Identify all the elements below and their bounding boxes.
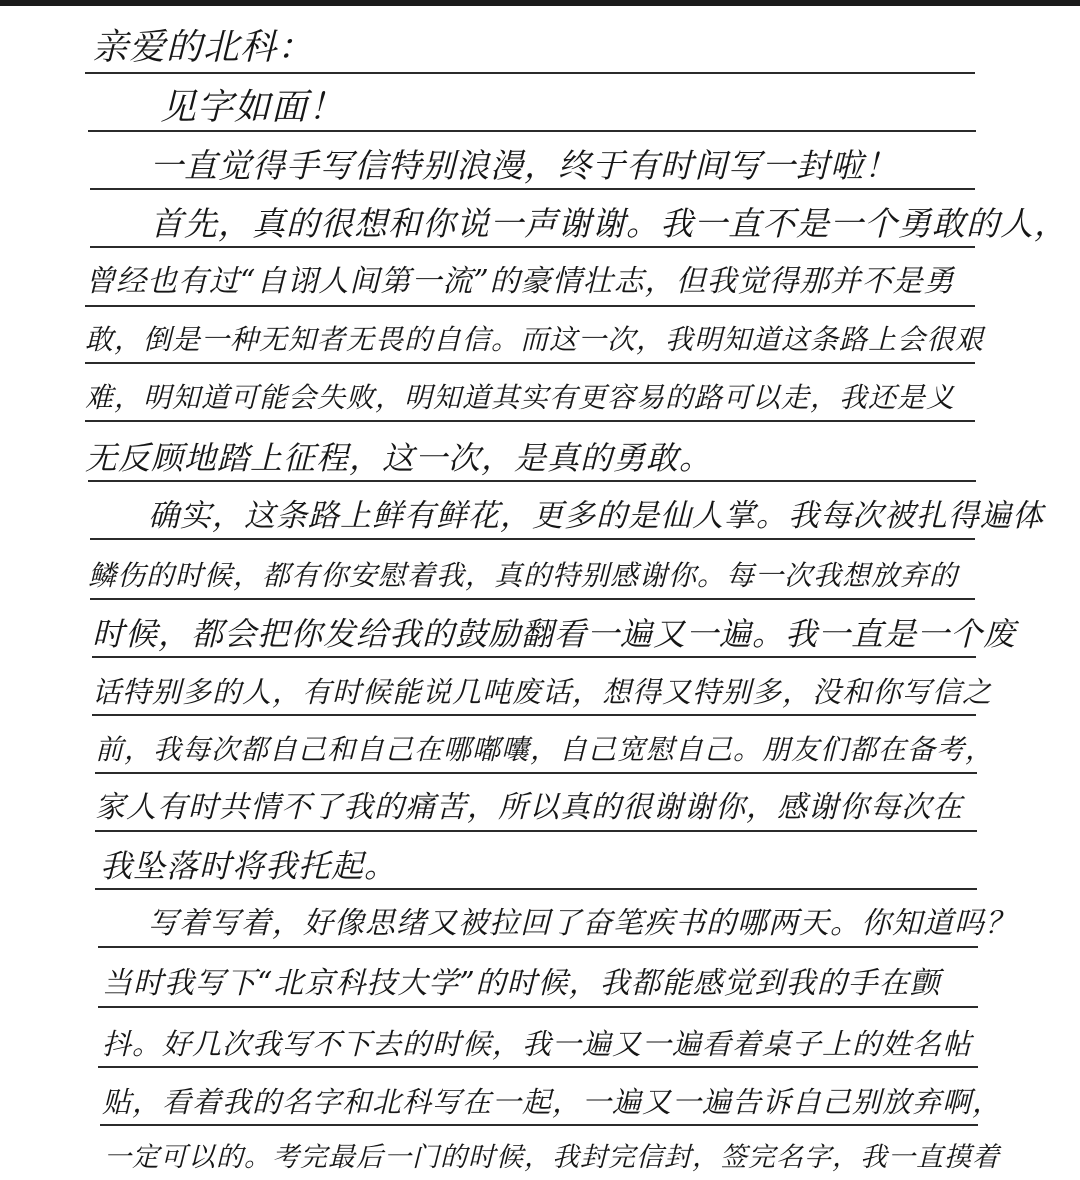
letter-text-line: 确实，这条路上鲜有鲜花，更多的是仙人掌。我每次被扎得遍体	[148, 498, 1044, 534]
letter-text-line: 难，明知道可能会失败，明知道其实有更容易的路可以走，我还是义	[85, 381, 956, 414]
salutation: 亲爱的北科：	[92, 27, 315, 68]
letter-text-line: 鳞伤的时候，都有你安慰着我，真的特别感谢你。每一次我想放弃的	[88, 559, 959, 592]
ruled-line	[85, 305, 975, 307]
letter-text-line: 首先，真的很想和你说一声谢谢。我一直不是一个勇敢的人，	[150, 204, 1068, 243]
ruled-line	[100, 1124, 978, 1126]
ruled-line	[88, 130, 976, 132]
letter-text-line: 当时我写下“北京科技大学”的时候，我都能感觉到我的手在颤	[102, 966, 941, 1001]
ruled-line	[98, 1006, 978, 1008]
ruled-line	[95, 772, 977, 774]
ruled-line	[90, 538, 975, 540]
ruled-line	[85, 420, 975, 422]
ruled-line	[85, 72, 975, 74]
ruled-line	[92, 714, 976, 716]
letter-text-line: 敢，倒是一种无知者无畏的自信。而这一次，我明知道这条路上会很艰	[85, 323, 985, 356]
ruled-line	[95, 888, 977, 890]
ruled-line	[88, 480, 976, 482]
letter-text-line: 无反顾地踏上征程，这一次，是真的勇敢。	[85, 439, 713, 477]
letter-text-line: 一直觉得手写信特别浪漫，终于有时间写一封啦！	[150, 146, 898, 185]
letter-text-line: 抖。好几次我写不下去的时候，我一遍又一遍看着桌子上的姓名帖	[102, 1027, 973, 1061]
ruled-line	[90, 188, 975, 190]
letter-text-line: 曾经也有过“自诩人间第一流”的豪情壮志，但我觉得那并不是勇	[85, 264, 955, 299]
greeting-line: 见字如面！	[160, 87, 346, 128]
ruled-line	[90, 246, 975, 248]
letter-text-line: 家人有时共情不了我的痛苦，所以真的很谢谢你，感谢你每次在	[95, 790, 963, 825]
letter-text-line: 时候，都会把你发给我的鼓励翻看一遍又一遍。我一直是一个废	[92, 615, 1017, 653]
letter-text-line: 一定可以的。考完最后一门的时候，我封完信封，签完名字，我一直摸着	[104, 1142, 1000, 1173]
ruled-line	[90, 598, 975, 600]
ruled-line	[85, 362, 975, 364]
letter-text-line: 贴，看着我的名字和北科写在一起，一遍又一遍告诉自己别放弃啊，	[102, 1085, 1003, 1119]
ruled-line	[92, 656, 976, 658]
ruled-line	[98, 1066, 978, 1068]
letter-text-line: 我坠落时将我托起。	[100, 847, 398, 885]
letter-text-line: 写着写着，好像思绪又被拉回了奋笔疾书的哪两天。你知道吗？	[148, 906, 1016, 941]
letter-text-line: 前，我每次都自己和自己在哪嘟囔，自己宽慰自己。朋友们都在备考，	[95, 733, 995, 766]
letter-text-line: 话特别多的人，有时候能说几吨废话，想得又特别多，没和你写信之	[92, 675, 993, 709]
ruled-line	[98, 946, 978, 948]
ruled-line	[95, 830, 977, 832]
